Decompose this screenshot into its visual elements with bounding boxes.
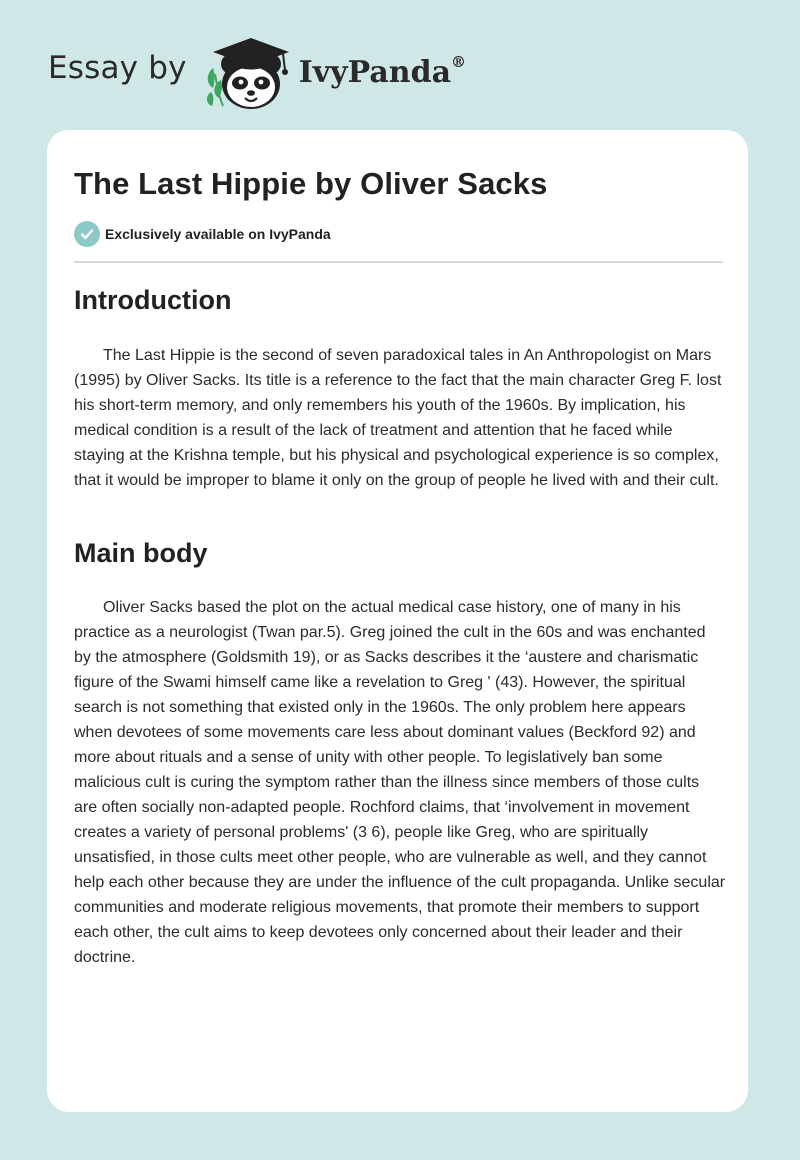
section-paragraph-main-body: Oliver Sacks based the plot on the actual medical case history, one of many in his practice as a neurologist (Twan par.5). Greg joined the cult in the 60s and was enchanted by the atmosphere (Goldsmith 19), or as Sacks describes it the ‘austere and charismatic figure of the Swami himself came like a revelation to Greg ' (43). However, the spiritual search is not something that existed only in the 1960s. The only problem here appears when devotees of some movements care less about dominant values (Beckford 92) and more about rituals and a sense of unity with other people. To legislatively ban some malicious cult is curing the symptom rather than the illness since members of those cults are often socially non-adapted people. Rochford claims, that ‘involvement in movement creates a variety of personal problems' (3 6), people like Greg, who are spiritually unsatisfied, in those cults meet other people, who are vulnerable as well, and they cannot help each other because they are under the influence of the cult propaganda. Unlike secular communities and moderate religious movements, that promote their members to support each other, the cult aims to keep devotees only concerned about their leader and their doctrine.: [74, 599, 726, 966]
page-title: The Last Hippie by Oliver Sacks: [74, 166, 548, 201]
essay-card: [47, 130, 748, 1112]
exclusive-badge-label: Exclusively available on IvyPanda: [105, 226, 331, 242]
divider: [74, 261, 723, 263]
check-circle-icon: [74, 221, 100, 247]
exclusive-badge: [74, 221, 331, 247]
section-paragraph-introduction: The Last Hippie is the second of seven paradoxical tales in An Anthropologist on Mars (1995) by Oliver Sacks. Its title is a reference to the fact that the main character Greg F. lost his short-term memory, and only remembers his youth of the 1960s. By implication, his medical condition is a result of the lack of treatment and attention that he faced while staying at the Krishna temple, but his physical and psychological experience is so complex, that it would be improper to blame it only on the group of people he lived with and their cult.: [74, 347, 722, 489]
panda-graduate-logo-icon[interactable]: [203, 34, 295, 114]
brand-name[interactable]: IvyPanda®: [298, 52, 467, 90]
section-heading-introduction: Introduction: [74, 285, 232, 315]
essay-by-label: Essay by: [48, 50, 187, 86]
registered-mark: ®: [451, 52, 467, 71]
section-heading-main-body: Main body: [74, 538, 208, 568]
site-header: [48, 34, 466, 114]
